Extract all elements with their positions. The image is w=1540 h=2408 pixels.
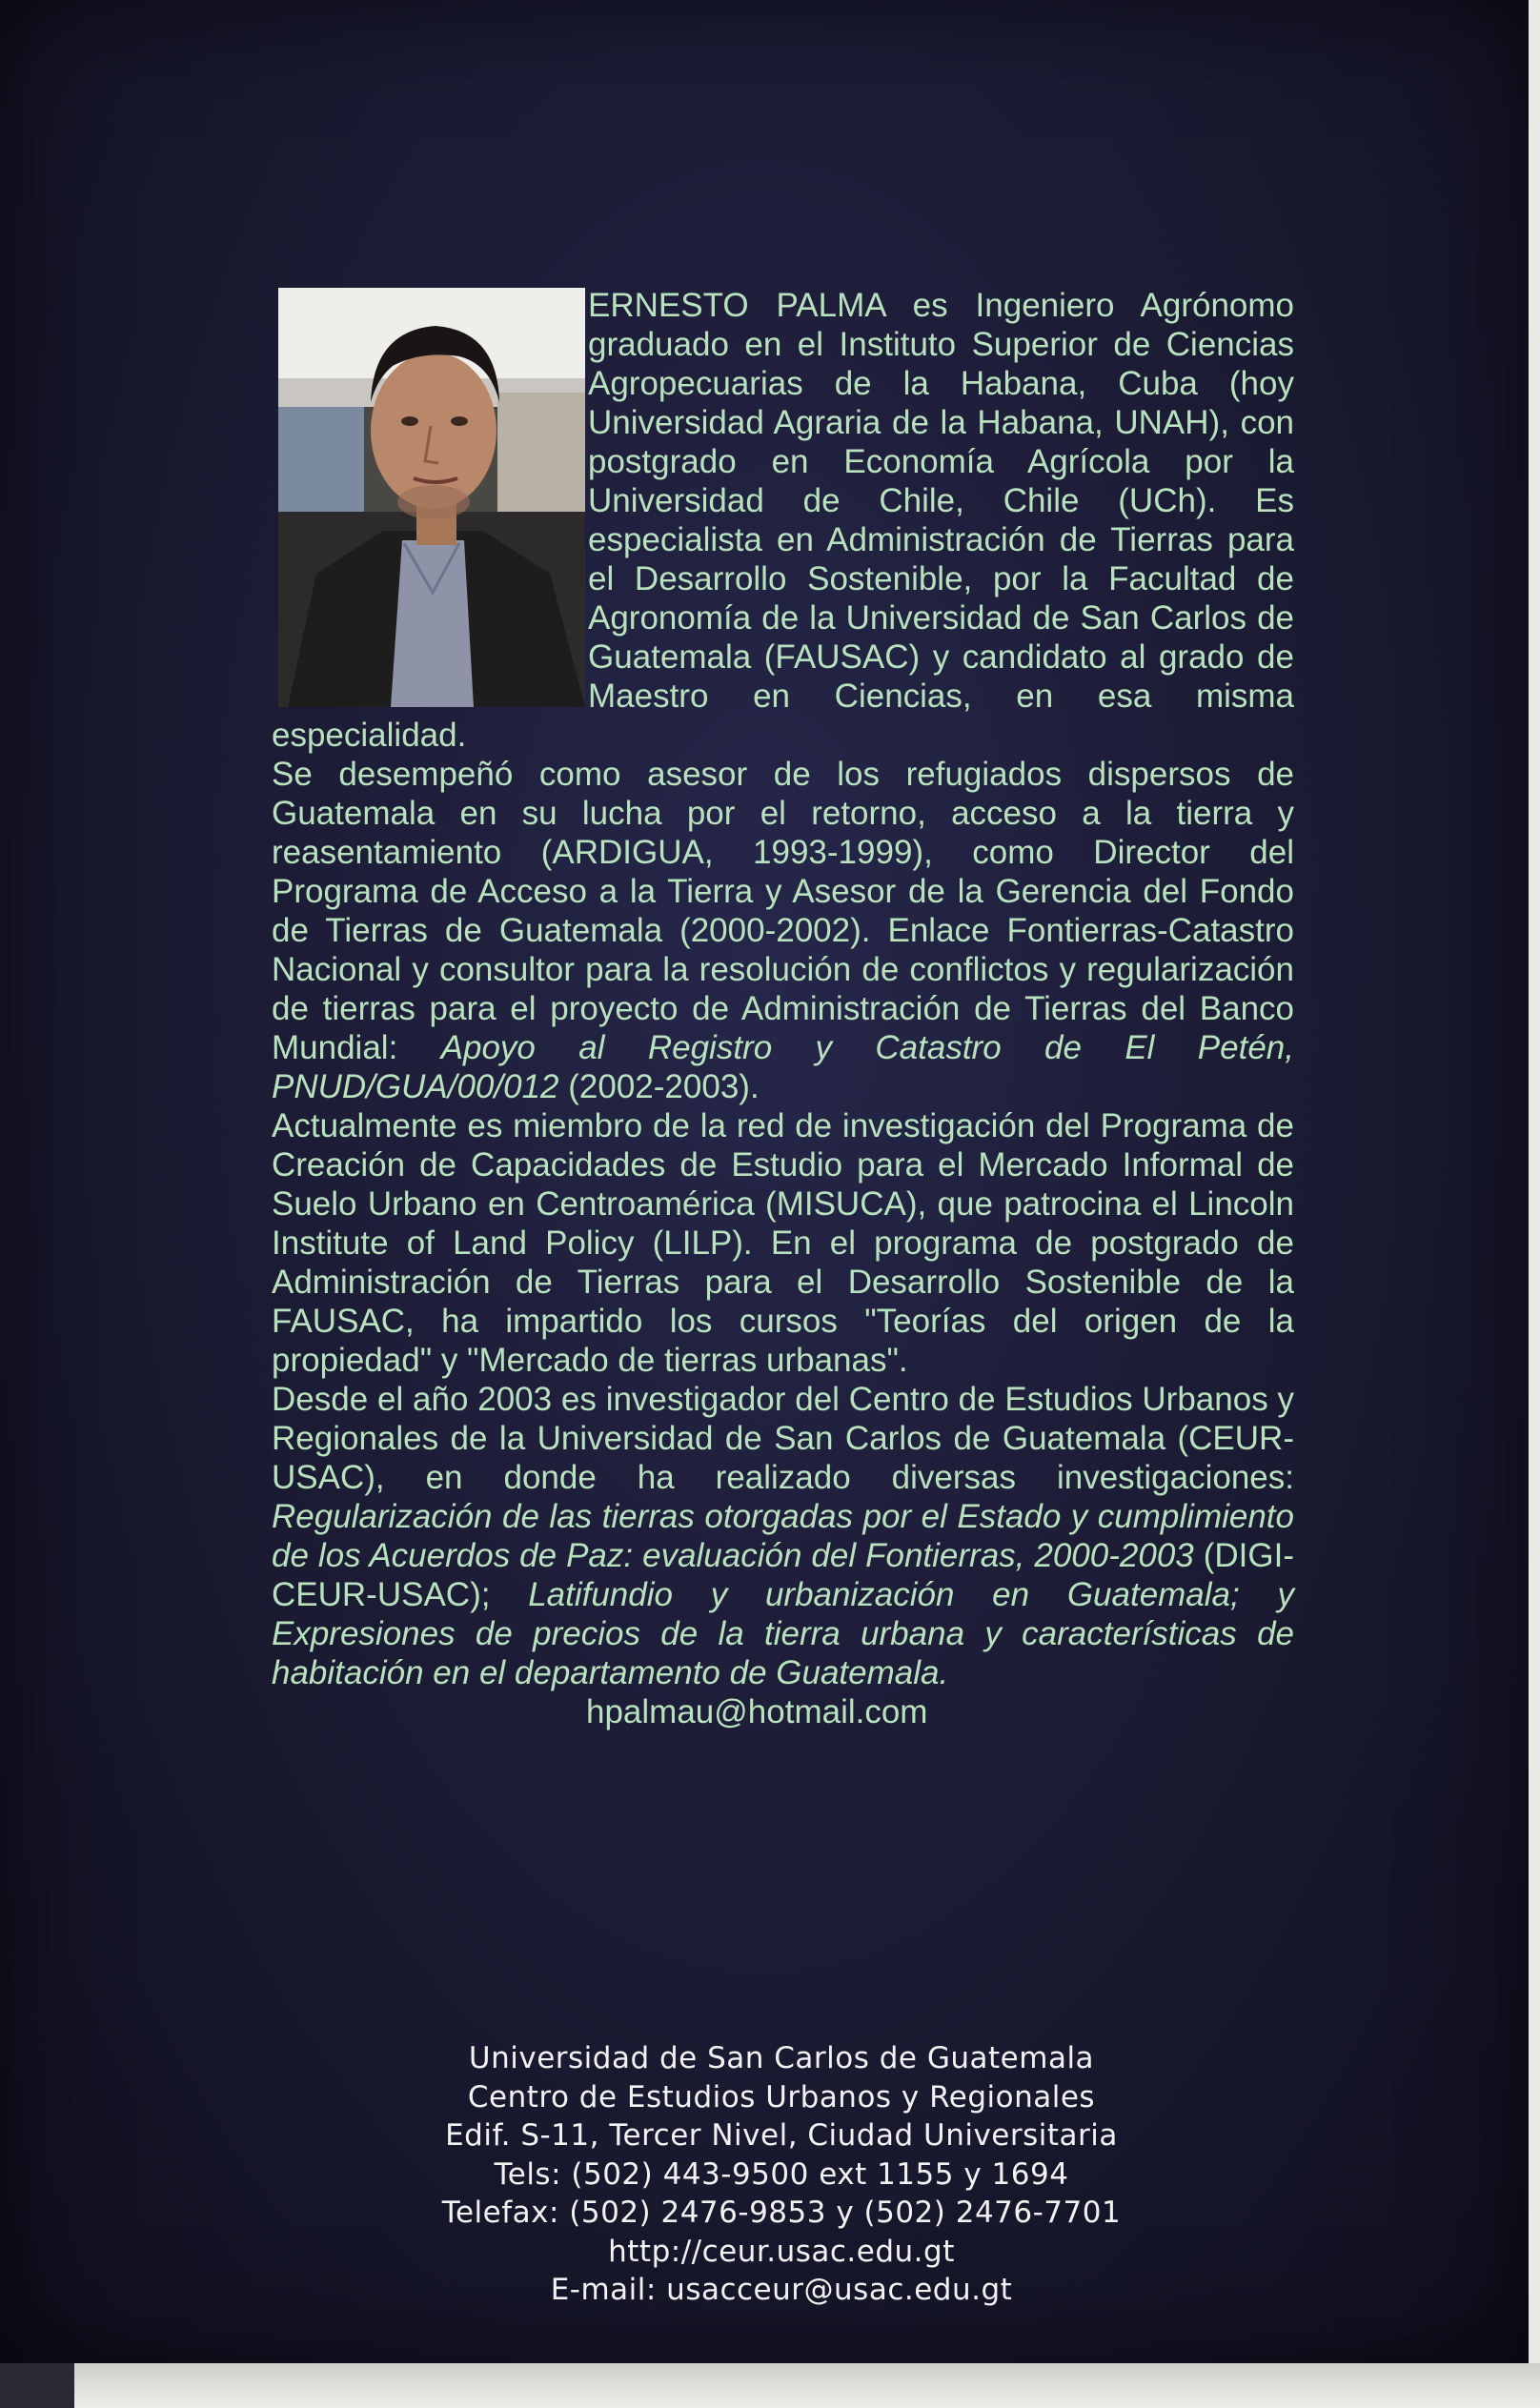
scan-edge-shadow [0,2363,74,2408]
contact-telefax: Telefax: (502) 2476-9853 y (502) 2476-7701 [441,2196,1122,2230]
bio-paragraph-1-segment: ERNESTO PALMA es Ingeniero Agrónomo graduado en el Instituto Superior de Ciencias Agropecuarias de la Habana, Cuba (hoy Universidad Agraria de la Habana, UNAH), con postgrado en Economía Agrícola por la Universidad de Chile, Chile (UCh). Es especialista en Administración de Tierras para el Desarrollo Sostenible, por la Facultad de Agronomía de la Universidad de San Carlos de Guatemala (FAUSAC) y candidato al grado de Maestro en Ciencias, en esa misma especialidad. [272,287,1294,754]
contact-email[interactable]: E-mail: usacceur@usac.edu.gt [550,2273,1013,2307]
scan-edge [0,2363,1540,2408]
publisher-contact-block [286,2039,1277,2310]
bio-paragraph-3-segment: Actualmente es miembro de la red de investigación del Programa de Creación de Capacidades de Estudio para el Mercado Informal de Suelo Urbano en Centroamérica (MISUCA), que patrocina el Lincoln Institute of Land Policy (LILP). En el programa de postgrado de Administración de Tierras para el Desarrollo Sostenible de la FAUSAC, ha impartido los cursos "Teorías del origen de la propiedad" y "Mercado de tierras urbanas". [272,1107,1294,1379]
photo-float-spacer [272,286,588,711]
bio-paragraph-4-segment: (DIGI-CEUR-USAC); [272,1537,1295,1613]
author-biography [272,286,1294,1731]
author-email[interactable]: hpalmau@hotmail.com [586,1693,928,1730]
contact-center: Centro de Estudios Urbanos y Regionales [467,2079,1096,2115]
contact-website[interactable]: http://ceur.usac.edu.gt [608,2234,955,2269]
contact-phones: Tels: (502) 443-9500 ext 1155 y 1694 [494,2156,1069,2192]
bio-paragraph-3 [272,1106,1294,1380]
bio-paragraph-4 [272,1380,1294,1692]
bio-paragraph-2-segment: (2002-2003). [558,1068,760,1105]
bio-paragraph-4-segment: Latifundio y urbanización en Guatemala; y Expresiones de precios de la tierra urbana y características de habitación en el departamento de Guatemala. [272,1576,1294,1691]
bio-paragraph-2-segment: Apoyo al Registro y Catastro de El Petén, PNUD/GUA/00/012 [272,1029,1294,1105]
contact-address: Edif. S-11, Tercer Nivel, Ciudad Universitaria [445,2118,1118,2153]
bio-paragraph-4-segment: Regularización de las tierras otorgadas por el Estado y cumplimiento de los Acuerdos de Paz: evaluación del Fontierras, 2000-2003 [272,1498,1294,1574]
bio-paragraph-4-segment: Desde el año 2003 es investigador del Centro de Estudios Urbanos y Regionales de la Universidad de San Carlos de Guatemala (CEUR-USAC), en donde ha realizado diversas investigaciones: [272,1381,1294,1496]
bio-paragraph-2 [272,755,1294,1106]
contact-university: Universidad de San Carlos de Guatemala [468,2041,1095,2075]
bio-paragraph-2-segment: Se desempeñó como asesor de los refugiados dispersos de Guatemala en su lucha por el retorno, acceso a la tierra y reasentamiento (ARDIGUA, 1993-1999), como Director del Programa de Acceso a la Tierra y Asesor de la Gerencia del Fondo de Tierras de Guatemala (2000-2002). Enlace Fontierras-Catastro Nacional y consultor para la resolución de conflictos y regularización de tierras para el proyecto de Administración de Tierras del Banco Mundial: [272,756,1294,1066]
